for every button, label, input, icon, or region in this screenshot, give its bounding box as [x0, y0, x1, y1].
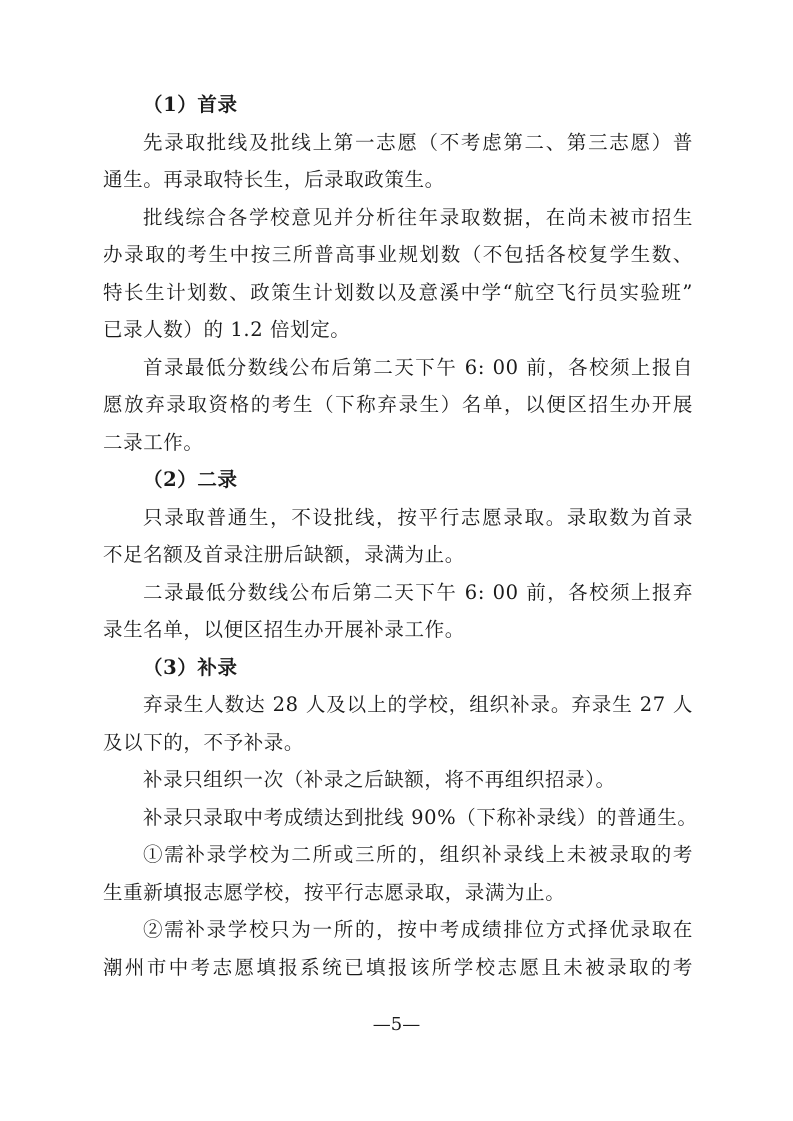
text-line: 弃录生人数达 28 人及以上的学校，组织补录。弃录生 27 人 [143, 693, 693, 716]
text-line: 先录取批线及批线上第一志愿（不考虑第二、第三志愿）普 [143, 130, 693, 154]
text-line: 及以下的，不予补录。 [103, 730, 305, 754]
section-heading: （1）首录 [143, 93, 238, 116]
document-body [103, 86, 698, 986]
text-line: 特长生计划数、政策生计划数以及意溪中学“航空飞行员实验班” [103, 280, 693, 304]
text-line: 二录最低分数线公布后第二天下午 6: 00 前，各校须上报弃 [143, 580, 693, 604]
text-line: 通生。再录取特长生，后录取政策生。 [103, 168, 445, 191]
text-line: 只录取普通生，不设批线，按平行志愿录取。录取数为首录 [143, 505, 693, 529]
text-line: 首录最低分数线公布后第二天下午 6: 00 前，各校须上报自 [143, 355, 693, 379]
text-line: 补录只录取中考成绩达到批线 90%（下称补录线）的普通生。 [143, 805, 698, 829]
text-line: 补录只组织一次（补录之后缺额，将不再组织招录）。 [143, 768, 616, 791]
text-line: 录生名单，以便区招生办开展补录工作。 [103, 618, 465, 641]
page-number: —5— [372, 1014, 421, 1035]
text-line: 批线综合各学校意见并分析往年录取数据，在尚未被市招生 [143, 205, 693, 229]
text-line: ①需补录学校为二所或三所的，组织补录线上未被录取的考 [143, 843, 693, 866]
text-line: 不足名额及首录注册后缺额，录满为止。 [103, 543, 465, 566]
text-line: 二录工作。 [103, 430, 204, 454]
text-line: 办录取的考生中按三所普高事业规划数（不包括各校复学生数、 [103, 243, 693, 266]
text-line: 生重新填报志愿学校，按平行志愿录取，录满为止。 [103, 880, 566, 904]
text-line: 愿放弃录取资格的考生（下称弃录生）名单，以便区招生办开展 [103, 393, 693, 416]
section-heading: （2）二录 [143, 468, 238, 491]
text-line: ②需补录学校只为一所的，按中考成绩排位方式择优录取在 [143, 918, 693, 941]
text-line: 已录人数）的 1.2 倍划定。 [103, 318, 351, 341]
text-line: 潮州市中考志愿填报系统已填报该所学校志愿且未被录取的考 [103, 955, 693, 979]
section-heading: （3）补录 [143, 655, 238, 679]
